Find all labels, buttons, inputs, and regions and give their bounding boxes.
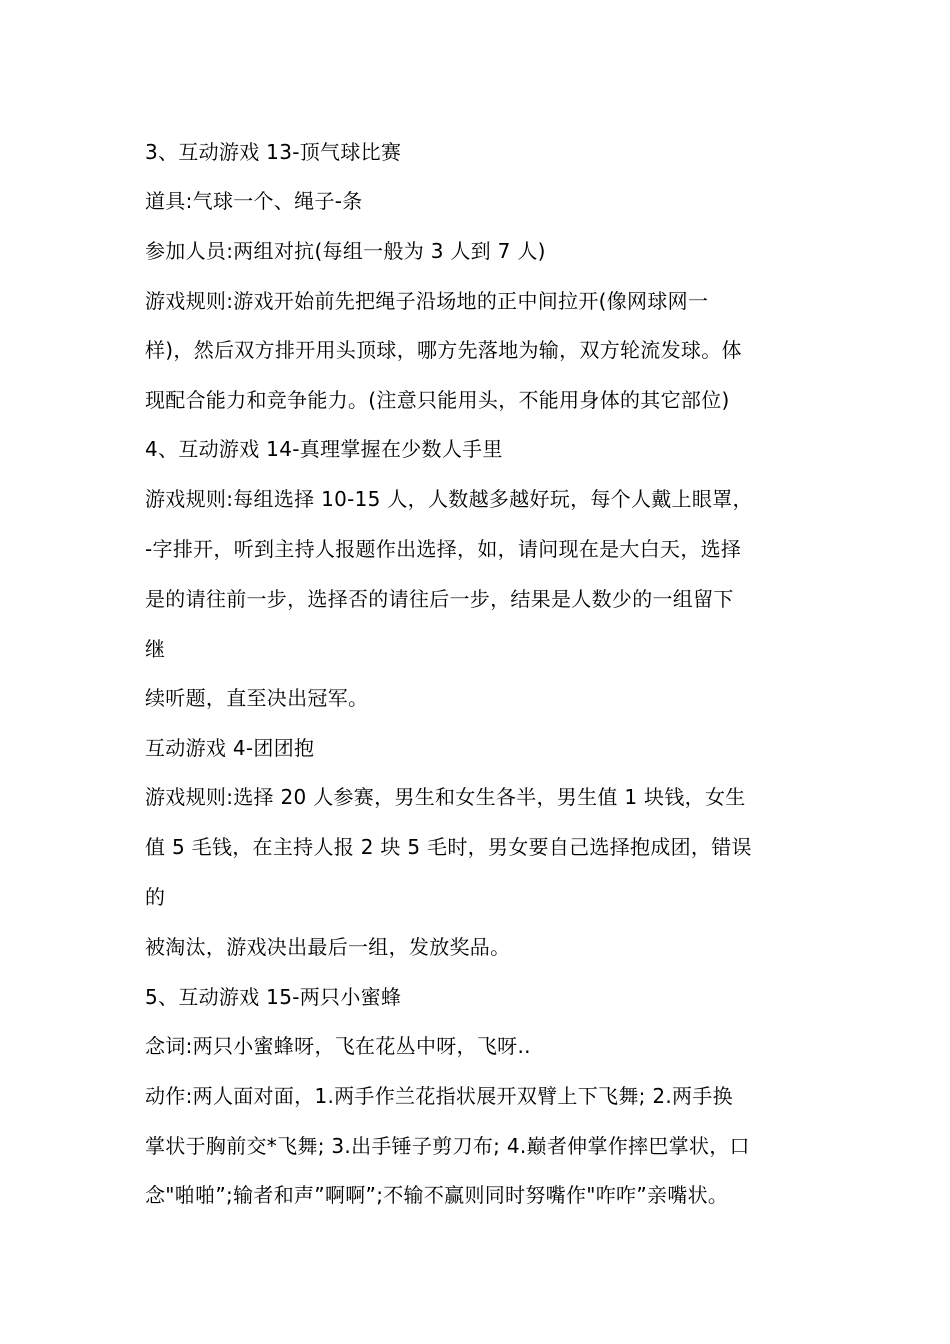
participants-line: 参加人员:两组对抗(每组一般为 3 人到 7 人) bbox=[145, 239, 546, 263]
actions-line-1: 动作:两人面对面，1.两手作兰花指状展开双臂上下飞舞; 2.两手换 bbox=[145, 1084, 733, 1108]
truth-rules-line-3: 是的请往前一步，选择否的请往后一步，结果是人数少的一组留下 bbox=[145, 587, 734, 611]
truth-rules-line-4: 继 bbox=[145, 637, 166, 661]
rules-line-2: 样)，然后双方排开用头顶球，哪方先落地为输，双方轮流发球。体 bbox=[145, 338, 742, 362]
hug-rules-line-1: 游戏规则:选择 20 人参赛，男生和女生各半，男生值 1 块钱，女生 bbox=[145, 785, 746, 809]
truth-rules-line-2: -字排开，听到主持人报题作出选择，如，请问现在是大白天，选择 bbox=[145, 537, 742, 561]
hug-rules-line-2: 值 5 毛钱，在主持人报 2 块 5 毛时，男女要自己选择抱成团，错误 bbox=[145, 835, 752, 859]
section-heading-hug-game: 互动游戏 4-团团抱 bbox=[145, 736, 315, 760]
actions-line-2: 掌状于胸前交*飞舞; 3.出手锤子剪刀布; 4.巅者伸掌作摔巴掌状，口 bbox=[145, 1134, 750, 1158]
hug-rules-line-3: 的 bbox=[145, 885, 166, 909]
truth-rules-line-1: 游戏规则:每组选择 10-15 人，人数越多越好玩，每个人戴上眼罩， bbox=[145, 487, 753, 511]
section-heading-balloon-game: 3、互动游戏 13-顶气球比赛 bbox=[145, 140, 402, 164]
section-heading-truth-game: 4、互动游戏 14-真理掌握在少数人手里 bbox=[145, 437, 503, 461]
actions-line-3: 念"啪啪”;输者和声”啊啊”;不输不赢则同时努嘴作"咋咋”亲嘴状。 bbox=[145, 1183, 729, 1207]
rules-line-3: 现配合能力和竞争能力。(注意只能用头，不能用身体的其它部位) bbox=[145, 388, 730, 412]
props-line: 道具:气球一个、绳子-条 bbox=[145, 189, 363, 213]
section-heading-bee-game: 5、互动游戏 15-两只小蜜蜂 bbox=[145, 985, 402, 1009]
truth-rules-line-5: 续听题，直至决出冠军。 bbox=[145, 686, 369, 710]
hug-rules-line-4: 被淘汰，游戏决出最后一组，发放奖品。 bbox=[145, 935, 511, 959]
rules-line-1: 游戏规则:游戏开始前先把绳子沿场地的正中间拉开(像网球网一 bbox=[145, 289, 709, 313]
chant-line: 念词:两只小蜜蜂呀，飞在花丛中呀，飞呀.. bbox=[145, 1034, 531, 1058]
